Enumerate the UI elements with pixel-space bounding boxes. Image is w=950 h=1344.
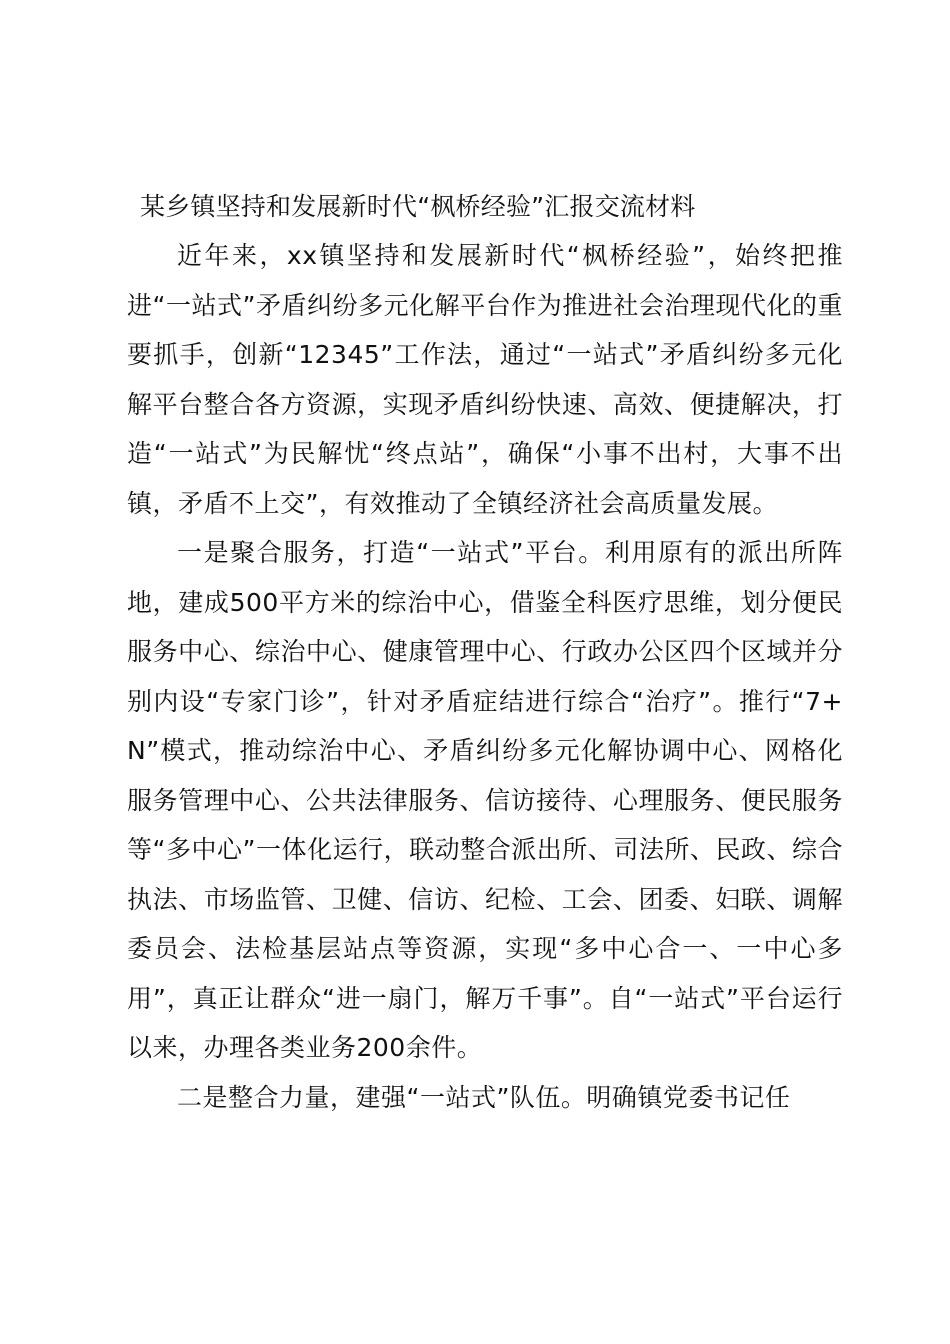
document-title: 某乡镇坚持和发展新时代“枫桥经验”汇报交流材料 <box>140 192 696 221</box>
paragraph-intro: 近年来，xx镇坚持和发展新时代“枫桥经验”，始终把推进“一站式”矛盾纠纷多元化解平台作为推进社会治理现代化的重要抓手，创新“12345”工作法，通过“一站式”矛盾纠纷多元化解平台整合各方资源，实现矛盾纠纷快速、高效、便捷解决，打造“一站式”为民解忧“终点站”，确保“小事不出村，大事不出镇，矛盾不上交”，有效推动了全镇经济社会高质量发展。 <box>127 241 843 518</box>
paragraph-point-one: 一是聚合服务，打造“一站式”平台。利用原有的派出所阵地，建成500平方米的综治中心，借鉴全科医疗思维，划分便民服务中心、综治中心、健康管理中心、行政办公区四个区域并分别内设“专家门诊”，针对矛盾症结进行综合“治疗”。推行“7+N”模式，推动综治中心、矛盾纠纷多元化解协调中心、网格化服务管理中心、公共法律服务、信访接待、心理服务、便民服务等“多中心”一体化运行，联动整合派出所、司法所、民政、综合执法、市场监管、卫健、信访、纪检、工会、团委、妇联、调解委员会、法检基层站点等资源，实现“多中心合一、一中心多用”，真正让群众“进一扇门，解万千事”。自“一站式”平台运行以来，办理各类业务200余件。 <box>127 538 843 1062</box>
paragraph-point-two: 二是整合力量，建强“一站式”队伍。明确镇党委书记任 <box>177 1082 791 1112</box>
document-body <box>127 231 843 1122</box>
